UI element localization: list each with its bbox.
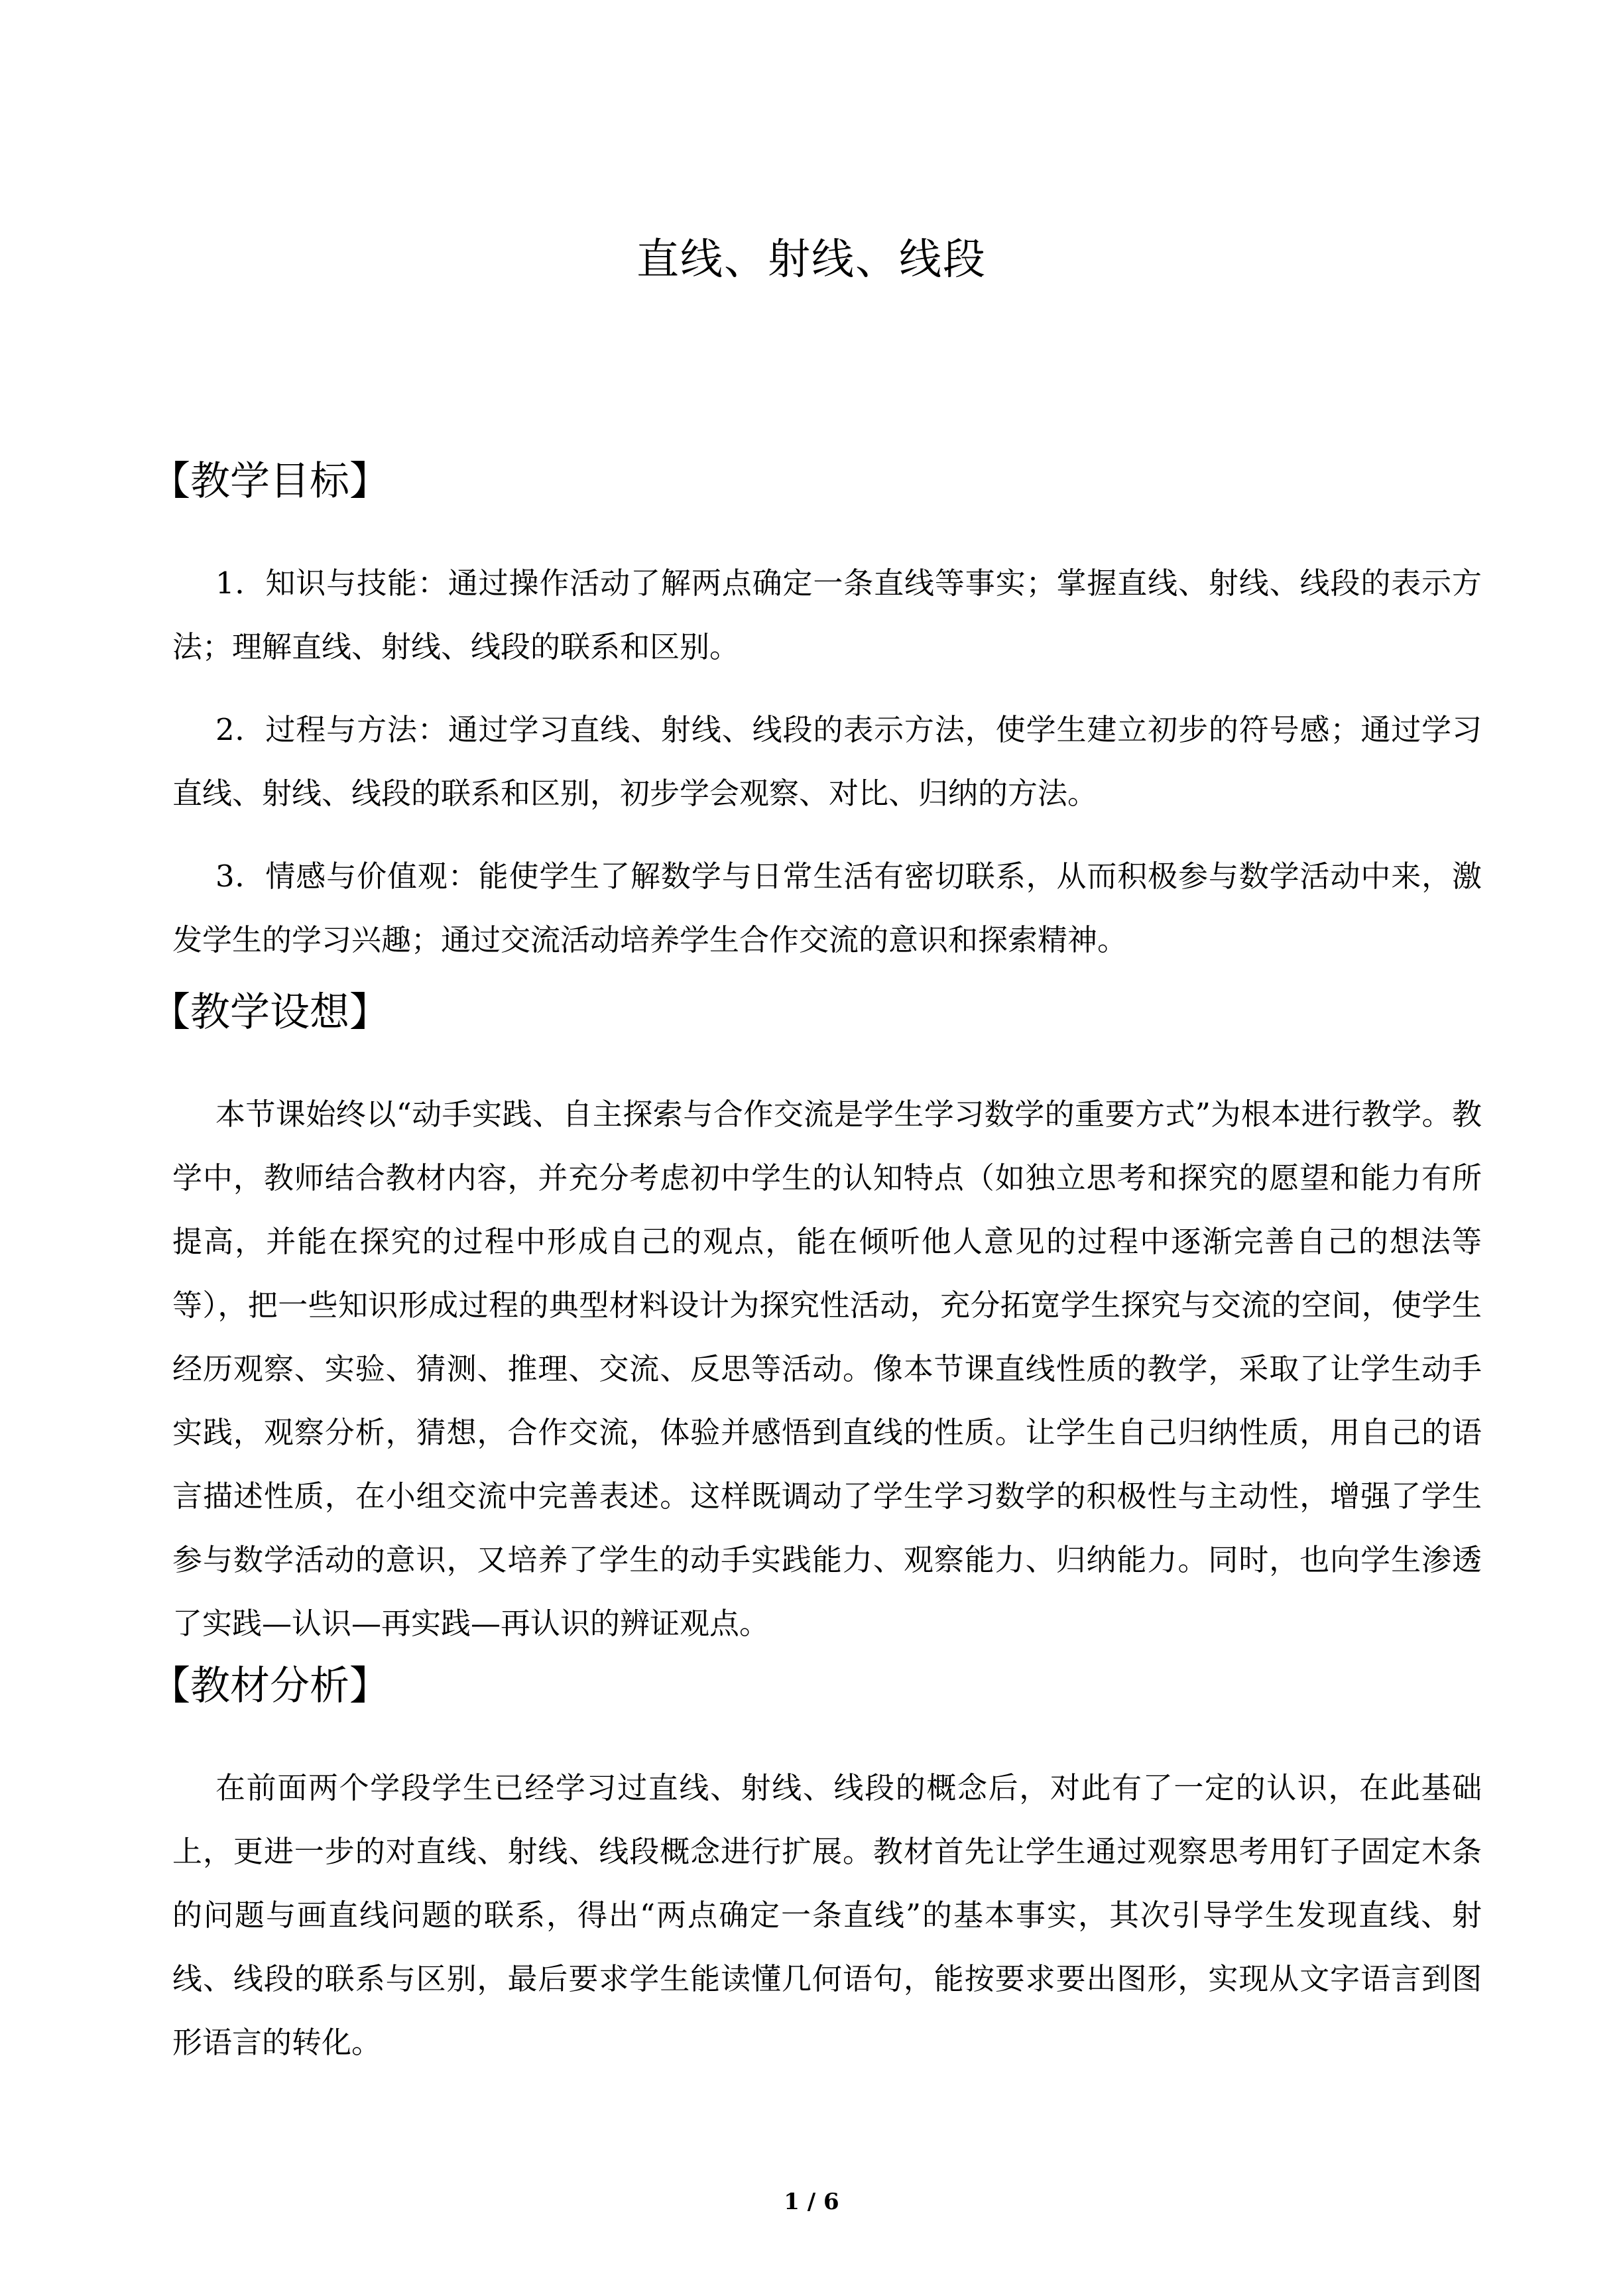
section-heading-material-analysis: 【教材分析】	[150, 1663, 389, 1709]
paragraph-concept: 本节课始终以“动手实践、自主探索与合作交流是学生学习数学的重要方式”为根本进行教学。教学中，教师结合教材内容，并充分考虑初中学生的认知特点（如独立思考和探究的愿望和能力有所提高，并能在探究的过程中形成自己的观点，能在倾听他人意见的过程中逐渐完善自己的想法等等），把一些知识形成过程的典型材料设计为探究性活动，充分拓宽学生探究与交流的空间，使学生经历观察、实验、猜测、推理、交流、反思等活动。像本节课直线性质的教学，采取了让学生动手实践，观察分析，猜想，合作交流，体验并感悟到直线的性质。让学生自己归纳性质，用自己的语言描述性质，在小组交流中完善表述。这样既调动了学生学习数学的积极性与主动性，增强了学生参与数学活动的意识，又培养了学生的动手实践能力、观察能力、归纳能力。同时，也向学生渗透了实践—认识—再实践—再认识的辨证观点。	[172, 1097, 1482, 1641]
section-heading-teaching-concept: 【教学设想】	[150, 989, 389, 1036]
paragraph-goal-1: 1．知识与技能：通过操作活动了解两点确定一条直线等事实；掌握直线、射线、线段的表示方法；理解直线、射线、线段的联系和区别。	[172, 566, 1482, 664]
paragraph-goal-2: 2．过程与方法：通过学习直线、射线、线段的表示方法，使学生建立初步的符号感；通过学习直线、射线、线段的联系和区别，初步学会观察、对比、归纳的方法。	[172, 712, 1482, 811]
page-number: 1 / 6	[784, 2189, 839, 2215]
section-heading-teaching-goals: 【教学目标】	[150, 458, 389, 505]
paragraph-goal-3: 3．情感与价值观：能使学生了解数学与日常生活有密切联系，从而积极参与数学活动中来，激发学生的学习兴趣；通过交流活动培养学生合作交流的意识和探索精神。	[172, 859, 1482, 957]
page-title: 直线、射线、线段	[636, 235, 987, 284]
paragraph-material-analysis: 在前面两个学段学生已经学习过直线、射线、线段的概念后，对此有了一定的认识，在此基础上，更进一步的对直线、射线、线段概念进行扩展。教材首先让学生通过观察思考用钉子固定木条的问题与画直线问题的联系，得出“两点确定一条直线”的基本事实，其次引导学生发现直线、射线、线段的联系与区别，最后要求学生能读懂几何语句，能按要求要出图形，实现从文字语言到图形语言的转化。	[172, 1770, 1482, 2060]
